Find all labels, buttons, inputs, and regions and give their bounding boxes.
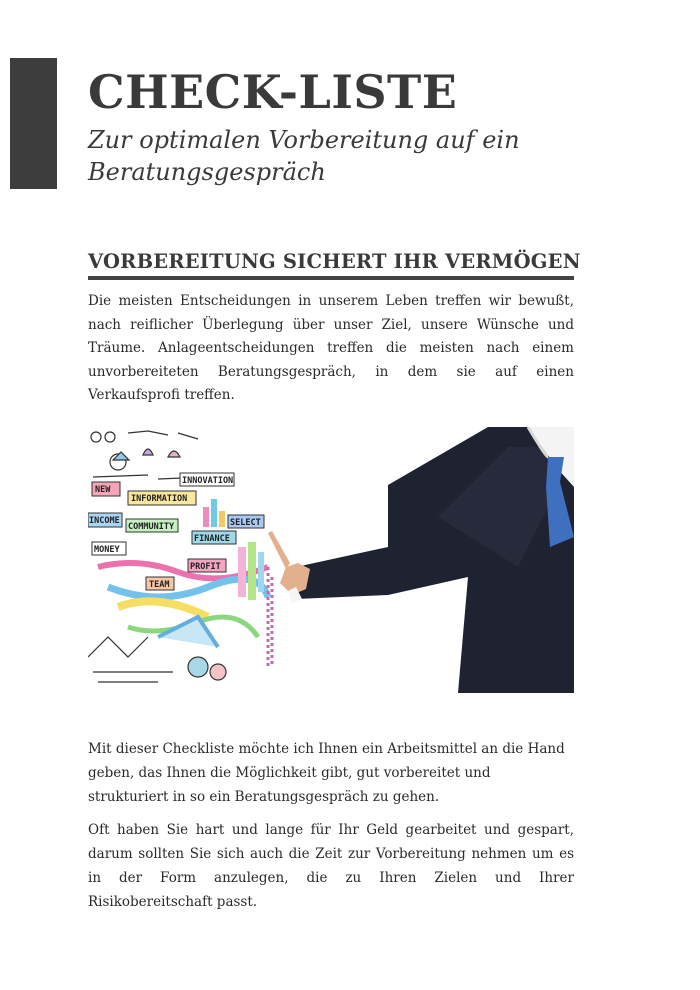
doodle-word: COMMUNITY [128, 522, 175, 532]
doodle-word: PROFIT [190, 562, 221, 572]
heading-underline [88, 276, 574, 280]
body-paragraph-1: Mit dieser Checkliste möchte ich Ihnen ein Arbeitsmittel an die Hand geben, das Ihnen die Möglichkeit gibt, gut vorbereitet und strukturiert in so ein Beratungsgespräch zu gehen. [88, 741, 565, 805]
doodle-word: SELECT [230, 518, 261, 528]
doodle-word: NEW [95, 485, 111, 495]
doodle-word: INCOME [89, 516, 120, 526]
page-subtitle: Zur optimalen Vorbereitung auf ein Beratungsgespräch [88, 126, 520, 186]
doodle-word: MONEY [94, 545, 120, 555]
doodle-word: TEAM [149, 580, 170, 590]
title-accent-bar [10, 58, 57, 189]
doodle-word: FINANCE [194, 534, 230, 544]
body-paragraph-2: Oft haben Sie hart und lange für Ihr Geld gearbeitet und gespart, darum sollten Sie sich auch die Zeit zur Vorbereitung nehmen um es in der Form anzulegen, die zu Ihren Zielen und Ihrer Risikobereitschaft passt. [88, 822, 574, 910]
businessman-figure [268, 427, 574, 693]
section-heading: VORBEREITUNG SICHERT IHR VERMÖGEN [88, 250, 581, 273]
doodle-word: INNOVATION [182, 476, 234, 486]
doodle-word: INFORMATION [131, 494, 188, 504]
businessman-illustration [88, 427, 574, 693]
page-title: CHECK-LISTE [88, 65, 458, 119]
intro-paragraph: Die meisten Entscheidungen in unserem Leben treffen wir bewußt, nach reiflicher Überlegung über unser Ziel, unsere Wünsche und Träume. Anlageentscheidungen treffen die meisten nach einem unvorbereiteten Beratungsgespräch, in dem sie auf einen Verkaufsprofi treffen. [88, 293, 574, 403]
